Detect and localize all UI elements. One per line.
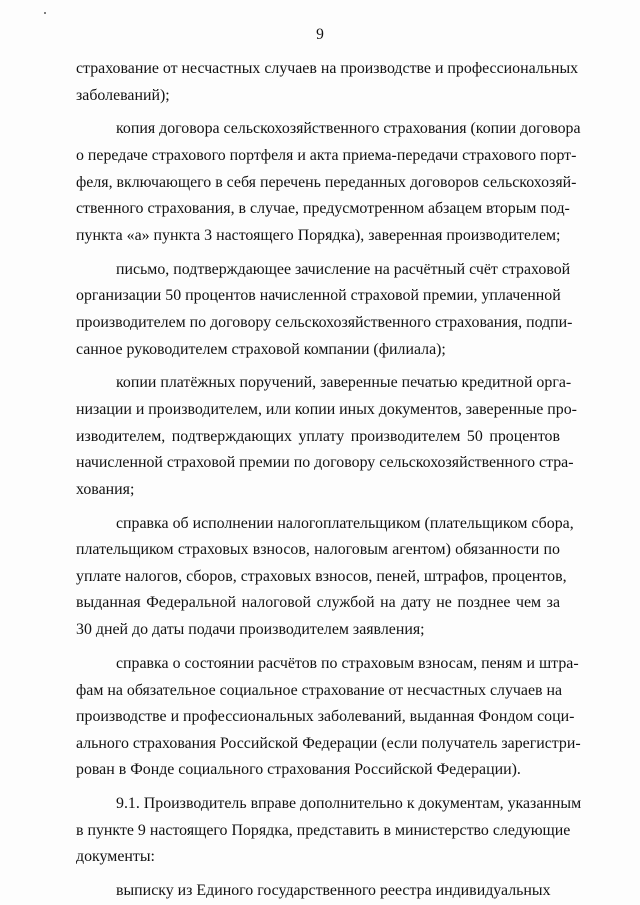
text-line: феля, включающего в себя перечень переданных договоров сельскохозяй- <box>76 173 577 191</box>
text-line: начисленной страховой премии по договору сельскохозяйственного стра- <box>76 454 574 472</box>
text-line: пункта «а» пункта 3 настоящего Порядка), заверенная производителем; <box>76 226 561 244</box>
text-line: ального страхования Российской Федерации (если получатель зарегистри- <box>76 734 581 752</box>
paragraph <box>76 878 560 905</box>
text-line: низации и производителем, или копии иных документов, заверенные про- <box>76 401 577 419</box>
text-line: заболеваний); <box>76 86 170 104</box>
text-line: плательщиком страховых взносов, налоговым агентом) обязанности по <box>76 541 560 559</box>
paragraph <box>76 56 579 109</box>
text-line: изводителем, подтверждающих уплату производителем 50 процентов <box>76 427 560 445</box>
paragraph-gap <box>76 784 560 791</box>
text-line: уплате налогов, сборов, страховых взносов, пеней, штрафов, процентов, <box>76 567 567 585</box>
paragraph-gap <box>76 249 560 256</box>
text-line: в пункте 9 настоящего Порядка, представить в министерство следующие <box>76 821 571 839</box>
text-line: копии платёжных поручений, заверенные печатью кредитной орга- <box>116 374 572 392</box>
text-line: выданная Федеральной налоговой службой на дату не позднее чем за <box>76 594 560 612</box>
document-body <box>76 56 582 905</box>
text-line: 30 дней до даты подачи производителем заявления; <box>76 621 425 639</box>
text-line: выписку из Единого государственного реестра индивидуальных <box>116 882 551 900</box>
text-line: 9.1. Производитель вправе дополнительно к документам, указанным <box>116 795 582 813</box>
paragraph <box>76 791 582 871</box>
paragraph-gap <box>76 644 560 651</box>
text-line: организации 50 процентов начисленной страховой премии, уплаченной <box>76 287 561 305</box>
text-line: санное руководителем страховой компании (филиала); <box>76 340 446 358</box>
text-line: письмо, подтверждающее зачисление на расчётный счёт страховой <box>116 260 571 278</box>
text-line: ственного страхования, в случае, предусмотренном абзацем вторым под- <box>76 200 570 218</box>
paragraph <box>76 370 577 503</box>
scan-speck <box>44 12 46 14</box>
paragraph <box>76 257 573 363</box>
paragraph-gap <box>76 363 560 370</box>
text-line: копия договора сельскохозяйственного страхования (копии договора <box>116 120 581 138</box>
paragraph-gap <box>76 109 560 116</box>
text-line: производителем по договору сельскохозяйственного страхования, подпи- <box>76 313 573 331</box>
text-line: хования; <box>76 480 135 498</box>
paragraph <box>76 116 581 249</box>
text-line: страхование от несчастных случаев на производстве и профессиональных <box>76 60 579 77</box>
text-line: справка о состоянии расчётов по страховым взносам, пеням и штра- <box>116 654 579 672</box>
paragraph <box>76 511 574 644</box>
page-number: 9 <box>316 26 324 43</box>
text-line: производстве и профессиональных заболеваний, выданная Фондом соци- <box>76 708 575 726</box>
paragraph-gap <box>76 503 560 510</box>
text-line: документы: <box>76 848 155 866</box>
text-line: о передаче страхового портфеля и акта приема-передачи страхового порт- <box>76 147 577 165</box>
text-line: фам на обязательное социальное страхование от несчастных случаев на <box>76 681 563 699</box>
paragraph-gap <box>76 871 560 878</box>
text-line: справка об исполнении налогоплательщиком (плательщиком сбора, <box>116 514 574 532</box>
text-line: рован в Фонде социального страхования Российской Федерации). <box>76 761 521 779</box>
paragraph <box>76 651 581 784</box>
